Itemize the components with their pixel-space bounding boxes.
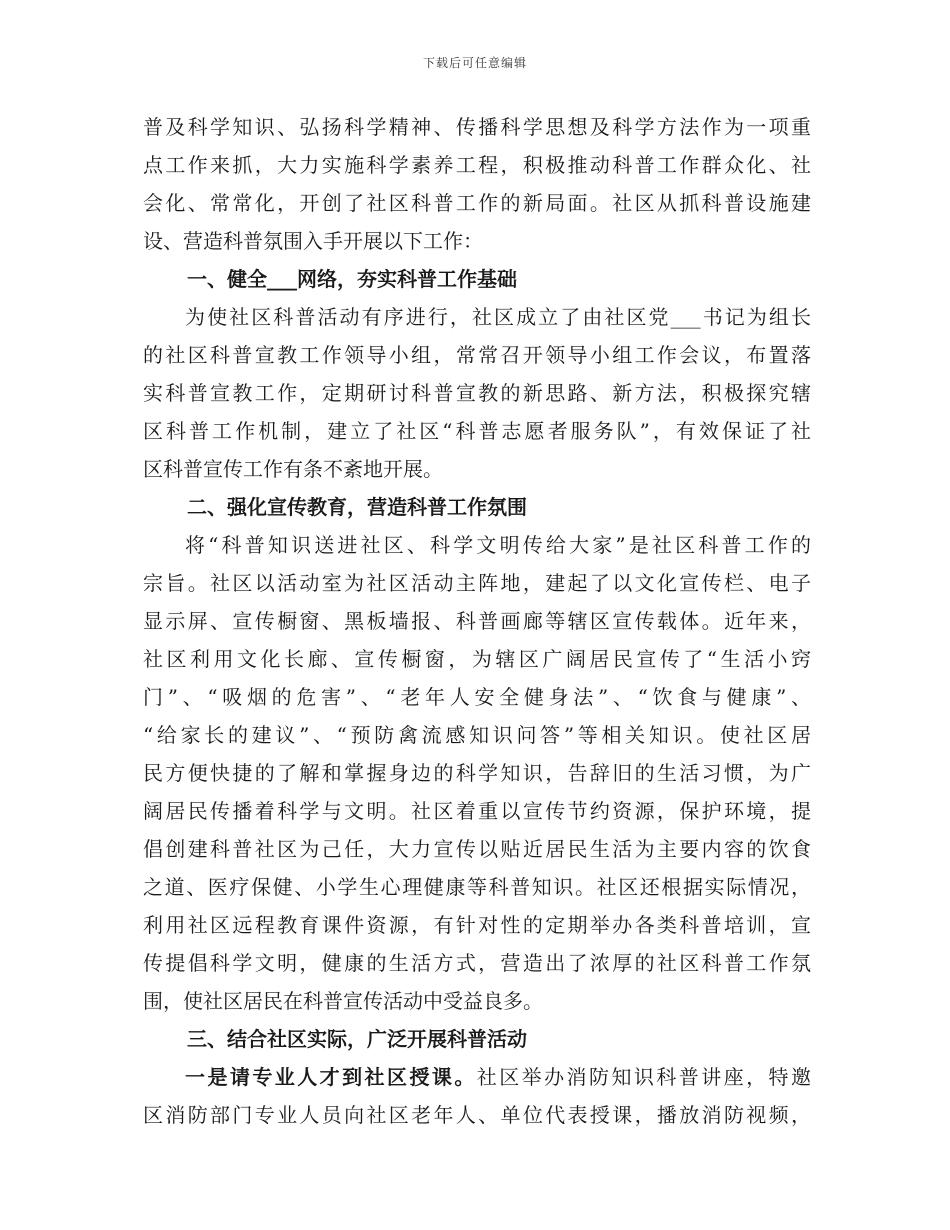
paragraph-line: 的社区科普宣教工作领导小组，常常召开领导小组工作会议，布置落 xyxy=(143,343,811,367)
paragraph-line: 实科普宣教工作，定期研讨科普宣教的新思路、新方法，积极探究辖 xyxy=(143,381,811,405)
paragraph-line: 区科普宣传工作有条不紊地开展。 xyxy=(143,457,443,481)
paragraph-line: 围，使社区居民在科普宣传活动中受益良多。 xyxy=(143,989,543,1013)
paragraph-line: 宗旨。社区以活动室为社区活动主阵地，建起了以文化宣传栏、电子 xyxy=(143,571,811,595)
section-heading-1: 一、健全___网络，夯实科普工作基础 xyxy=(187,267,517,291)
paragraph-line: 民方便快捷的了解和掌握身边的科学知识，告辞旧的生活习惯，为广 xyxy=(143,761,811,785)
paragraph-line: 传提倡科学文明，健康的生活方式，营造出了浓厚的社区科普工作氛 xyxy=(143,951,811,975)
paragraph-line: 区消防部门专业人员向社区老年人、单位代表授课，播放消防视频， xyxy=(143,1103,811,1127)
paragraph-line: 显示屏、宣传橱窗、黑板墙报、科普画廊等辖区宣传载体。近年来， xyxy=(143,609,811,633)
paragraph-line: 阔居民传播着科学与文明。社区着重以宣传节约资源，保护环境，提 xyxy=(143,799,811,823)
paragraph-line: 区科普工作机制，建立了社区“科普志愿者服务队”，有效保证了社 xyxy=(143,419,811,443)
section-heading-3: 三、结合社区实际，广泛开展科普活动 xyxy=(187,1027,527,1051)
paragraph-line: 利用社区远程教育课件资源，有针对性的定期举办各类科普培训，宣 xyxy=(143,913,811,937)
paragraph-line: 普及科学知识、弘扬科学精神、传播科学思想及科学方法作为一项重 xyxy=(143,115,811,139)
paragraph-line: 会化、常常化，开创了社区科普工作的新局面。社区从抓科普设施建 xyxy=(143,191,811,215)
lead-bold-phrase: 一是请专业人才到社区授课。 xyxy=(185,1065,477,1089)
page-header: 下载后可任意编辑 xyxy=(422,56,527,70)
paragraph-line: 倡创建科普社区为己任，大力宣传以贴近居民生活为主要内容的饮食 xyxy=(143,837,811,861)
paragraph-line: 社区利用文化长廊、宣传橱窗，为辖区广阔居民宣传了“生活小窍 xyxy=(143,647,811,671)
lead-rest-text: 社区举办消防知识科普讲座，特邀 xyxy=(476,1065,812,1089)
paragraph-line: 将“科普知识送进社区、科学文明传给大家”是社区科普工作的 xyxy=(185,533,811,557)
paragraph-line: “给家长的建议”、“预防禽流感知识问答”等相关知识。使社区居 xyxy=(143,723,811,747)
paragraph-line: 之道、医疗保健、小学生心理健康等科普知识。社区还根据实际情况， xyxy=(143,875,811,899)
paragraph-line: 点工作来抓，大力实施科学素养工程，积极推动科普工作群众化、社 xyxy=(143,153,811,177)
document-body xyxy=(143,108,811,1134)
paragraph-line: 设、营造科普氛围入手开展以下工作： xyxy=(143,229,483,253)
section-heading-2: 二、强化宣传教育，营造科普工作氛围 xyxy=(187,495,527,519)
paragraph-line: 门”、“吸烟的危害”、“老年人安全健身法”、“饮食与健康”、 xyxy=(143,685,811,709)
paragraph-line: 为使社区科普活动有序进行，社区成立了由社区党___书记为组长 xyxy=(185,305,811,329)
paragraph-line xyxy=(143,1058,811,1096)
